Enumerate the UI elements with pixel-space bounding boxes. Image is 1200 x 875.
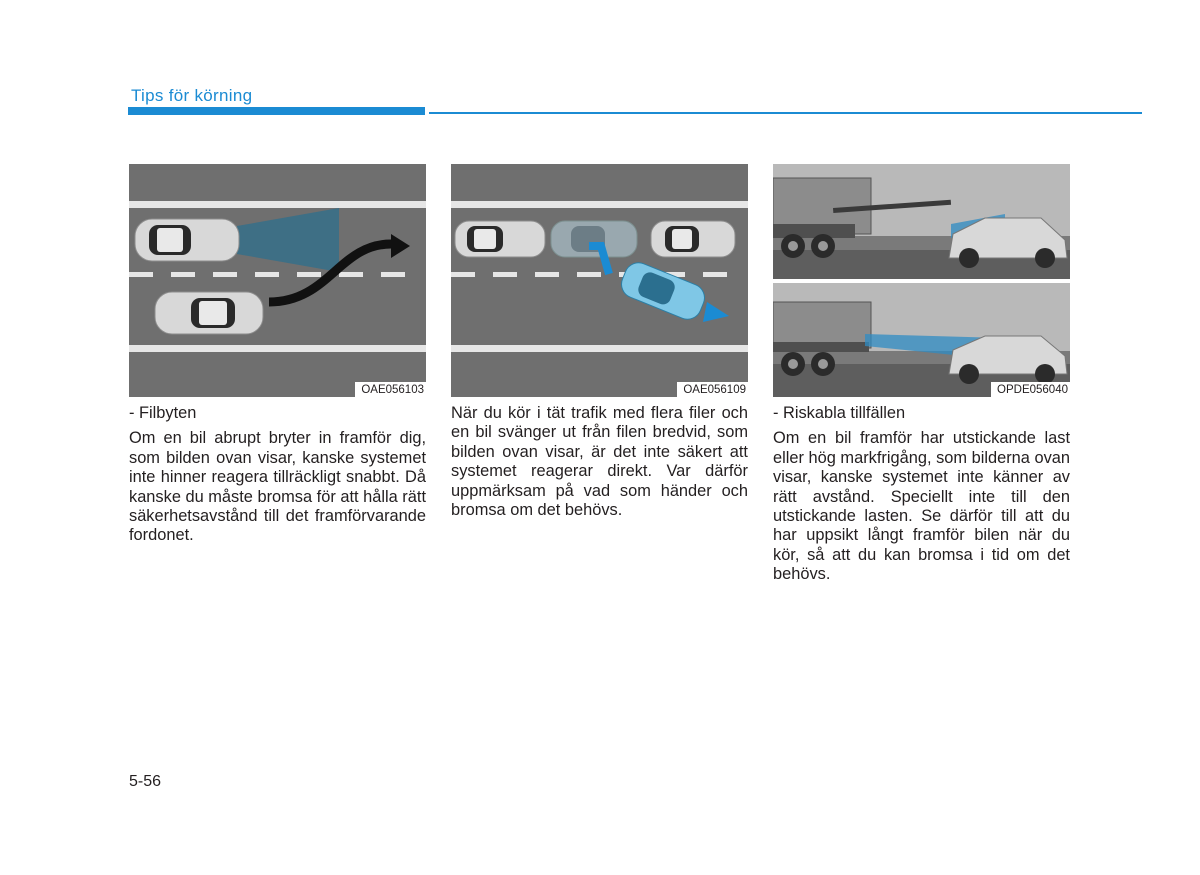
column-body: Om en bil framför har utstickande last eller hög markfrigång, som bilderna ovan visar, kanske systemet inte känner av rätt avstånd. Speciellt inte till den utstickande lasten. Se därför till att du har uppsikt långt framför bilen när du kör, så att du kan bromsa i tid om det behövs. <box>773 429 1071 584</box>
car-top-icon <box>455 221 545 257</box>
figure-code: OPDE056040 <box>991 382 1070 397</box>
page-number: 5-56 <box>129 773 162 790</box>
section-title: Tips för körning <box>131 86 253 105</box>
figure-risky-situations <box>773 164 1070 397</box>
header-rule <box>429 112 1142 114</box>
car-top-icon <box>155 292 263 334</box>
figure-lane-change <box>129 164 426 397</box>
car-top-icon <box>551 221 637 257</box>
column-body: När du kör i tät trafik med flera filer och en bil svänger ut från filen bredvid, som bilden ovan visar, är det inte säkert att systemet reagerar direkt. Var därför uppmärksam på vad som händer och bromsa om det behövs. <box>451 404 748 520</box>
car-top-icon <box>651 221 735 257</box>
car-top-icon <box>135 219 239 261</box>
figure-code: OAE056109 <box>677 382 748 397</box>
column-caption: - Riskabla tillfällen <box>773 404 906 422</box>
figure-code: OAE056103 <box>355 382 426 397</box>
column-risky-situations <box>773 404 1070 585</box>
column-caption: - Filbyten <box>129 404 197 422</box>
header-accent-bar <box>128 107 425 115</box>
column-lane-change <box>129 404 426 546</box>
column-dense-traffic <box>451 404 748 520</box>
column-body: Om en bil abrupt bryter in framför dig, som bilden ovan visar, kanske systemet inte hinner reagera tillräckligt snabbt. Då kanske du måste bromsa för att hålla rätt säkerhetsavstånd till det framförvarande fordonet. <box>129 429 426 545</box>
figure-dense-traffic <box>451 164 748 397</box>
